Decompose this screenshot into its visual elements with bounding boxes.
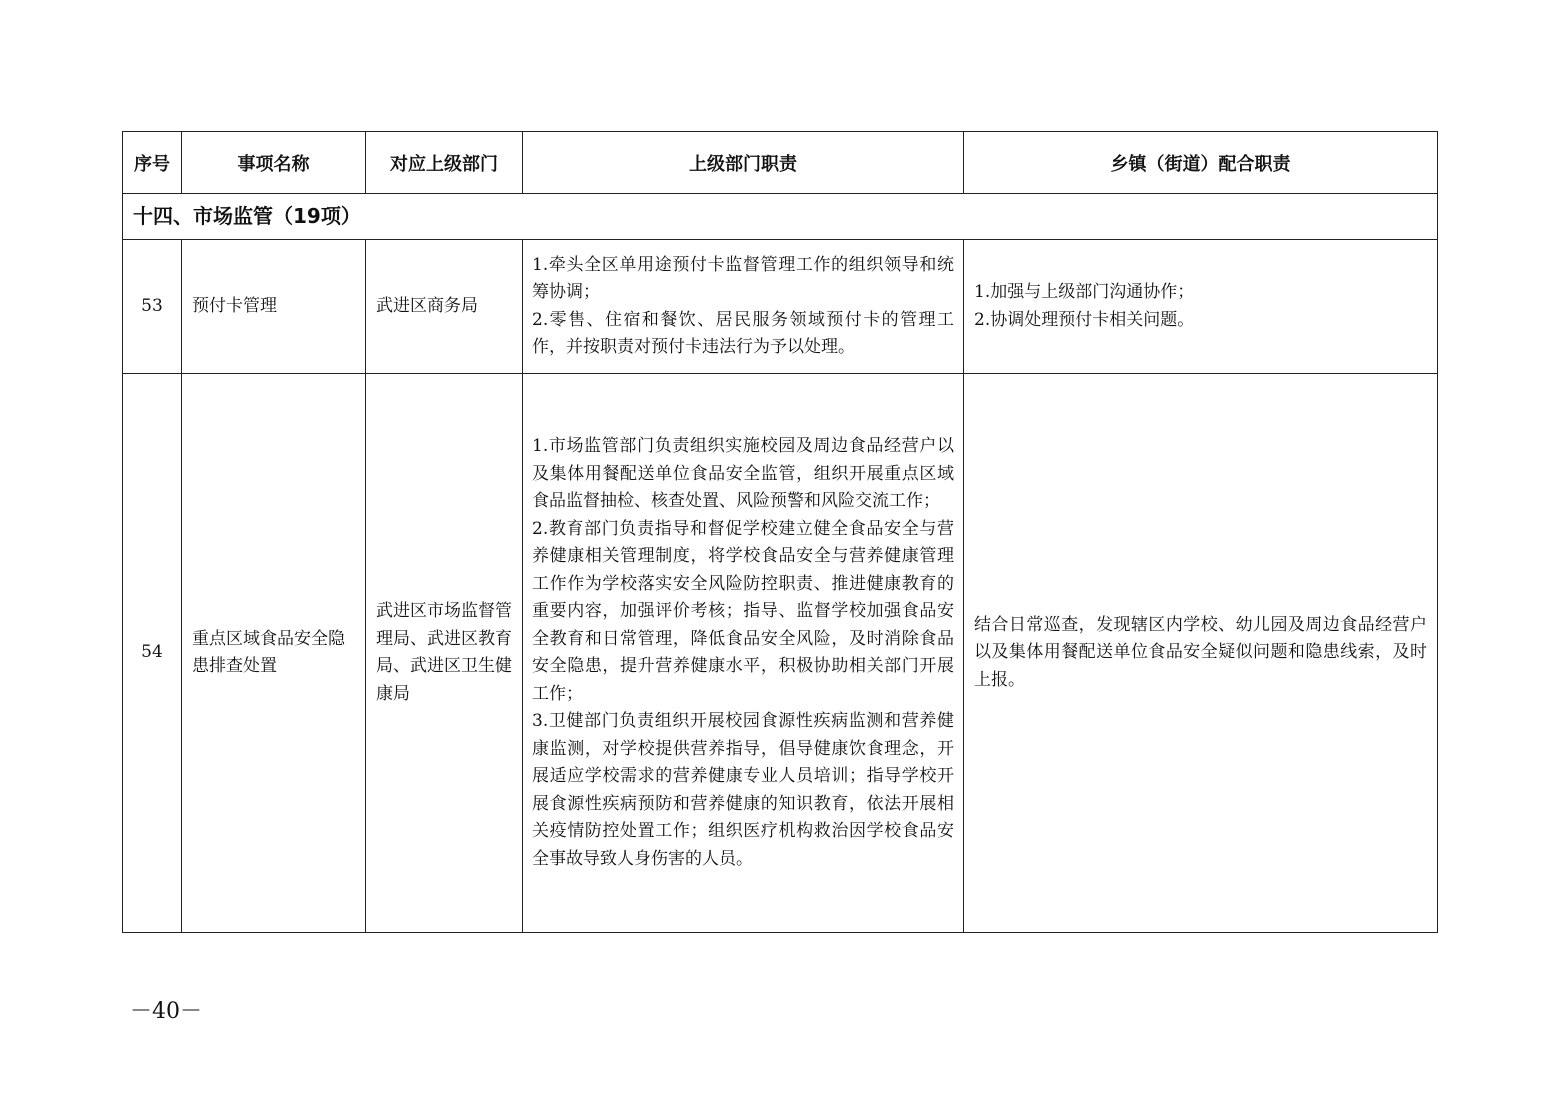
- row-dept: 武进区商务局: [366, 240, 523, 374]
- duty-line: 2.教育部门负责指导和督促学校建立健全食品安全与营养健康相关管理制度，将学校食品安全与营养健康管理工作作为学校落实安全风险防控职责、推进健康教育的重要内容，加强评价考核；指导、监督学校加强食品安全教育和日常管理，降低食品安全风险，及时消除食品安全隐患，提升营养健康水平，积极协助相关部门开展工作；: [532, 518, 954, 704]
- page-number: －40－: [130, 999, 202, 1024]
- town-line: 2.协调处理预付卡相关问题。: [974, 309, 1195, 330]
- header-duty: 上级部门职责: [523, 132, 964, 194]
- row-dept: 武进区市场监督管理局、武进区教育局、武进区卫生健康局: [366, 374, 523, 933]
- duty-line: 1.牵头全区单用途预付卡监督管理工作的组织领导和统筹协调；: [532, 254, 954, 302]
- table-row: [123, 374, 1438, 933]
- row-seq: 54: [123, 374, 182, 933]
- row-duty: [523, 374, 964, 933]
- row-town-duty: [964, 240, 1438, 374]
- town-line: 结合日常巡查，发现辖区内学校、幼儿园及周边食品经营户以及集体用餐配送单位食品安全疑似问题和隐患线索，及时上报。: [974, 614, 1427, 690]
- duty-line: 3.卫健部门负责组织开展校园食源性疾病监测和营养健康监测，对学校提供营养指导，倡导健康饮食理念，开展适应学校需求的营养健康专业人员培训；指导学校开展食源性疾病预防和营养健康的知识教育，依法开展相关疫情防控处置工作；组织医疗机构救治因学校食品安全事故导致人身伤害的人员。: [532, 711, 954, 869]
- header-town: 乡镇（街道）配合职责: [964, 132, 1438, 194]
- row-town-duty: [964, 374, 1438, 933]
- header-seq: 序号: [123, 132, 182, 194]
- duty-line: 1.市场监管部门负责组织实施校园及周边食品经营户以及集体用餐配送单位食品安全监管，组织开展重点区域食品监督抽检、核查处置、风险预警和风险交流工作；: [532, 436, 954, 511]
- row-item-name: 预付卡管理: [182, 240, 366, 374]
- town-line: 1.加强与上级部门沟通协作；: [974, 282, 1195, 302]
- responsibility-table: [122, 131, 1438, 933]
- header-dept: 对应上级部门: [366, 132, 523, 194]
- row-duty: [523, 240, 964, 374]
- row-item-name: 重点区域食品安全隐患排查处置: [182, 374, 366, 933]
- row-seq: 53: [123, 240, 182, 374]
- duty-line: 2.零售、住宿和餐饮、居民服务领域预付卡的管理工作，并按职责对预付卡违法行为予以处理。: [532, 309, 954, 357]
- header-row: [123, 132, 1438, 194]
- section-title: 十四、市场监管（19项）: [123, 194, 1438, 240]
- table-row: [123, 240, 1438, 374]
- header-item: 事项名称: [182, 132, 366, 194]
- section-row: [123, 194, 1438, 240]
